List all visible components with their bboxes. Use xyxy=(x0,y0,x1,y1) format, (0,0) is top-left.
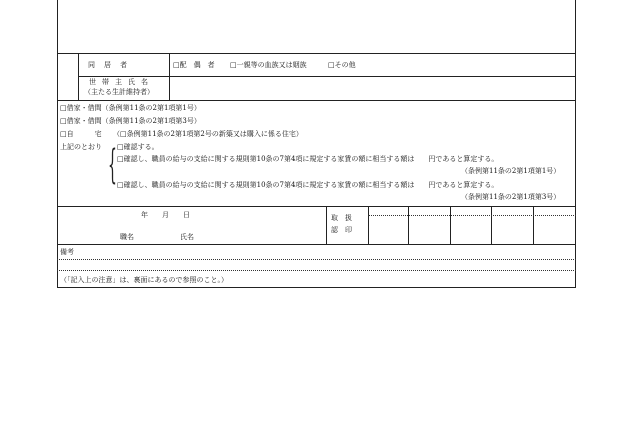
name-label: 氏名 xyxy=(180,233,194,241)
confirm-lead: 上記のとおり xyxy=(60,143,102,151)
handler-label-top: 取 扱 xyxy=(331,214,352,222)
checkbox-rent-item3[interactable]: □借家・借間（条例第11条の2第1項第3号） xyxy=(60,117,201,125)
footnote: （「記入上の注意」は、裏面にあるので参照のこと。） xyxy=(60,276,228,284)
stamp-cell-divider xyxy=(491,206,492,244)
row-divider xyxy=(57,100,576,101)
checkbox-confirm-rent1[interactable]: □確認し、職員の給与の支給に関する規則第10条の7第4項に規定する家賃の額に相当する額は 円であると算定する。 xyxy=(117,155,499,163)
brace: { xyxy=(108,142,117,188)
checkbox-confirm-rent3[interactable]: □確認し、職員の給与の支給に関する規則第10条の7第4項に規定する家賃の額に相当する額は 円であると算定する。 xyxy=(117,181,499,189)
option-spouse[interactable]: □配 偶 者 xyxy=(173,61,215,69)
stamp-cell-divider xyxy=(450,206,451,244)
remarks-line xyxy=(57,270,576,271)
handler-label-bottom: 認 印 xyxy=(331,226,352,234)
checkbox-home-new[interactable]: （□条例第11条の2第1項第2号の新築又は購入に係る住宅） xyxy=(113,130,303,138)
remarks-label: 備考 xyxy=(60,248,74,256)
household-head-sublabel: （主たる生計維持者） xyxy=(84,88,154,96)
position-label: 職名 xyxy=(120,233,134,241)
stamp-cell-divider xyxy=(533,206,534,244)
stamp-dotted-line xyxy=(368,215,576,216)
remarks-line xyxy=(57,259,576,260)
ref-item1: （条例第11条の2第1項第1号） xyxy=(461,167,561,175)
row-divider xyxy=(57,206,576,207)
row-divider xyxy=(78,76,576,77)
stamp-cell-divider xyxy=(408,206,409,244)
row-divider xyxy=(57,244,576,245)
checkbox-rent-item1[interactable]: □借家・借間（条例第11条の2第1項第1号） xyxy=(60,104,201,112)
checkbox-home[interactable]: □自 宅 xyxy=(60,130,102,138)
ref-item3: （条例第11条の2第1項第3号） xyxy=(461,193,561,201)
option-other[interactable]: □その他 xyxy=(328,61,356,69)
column-divider xyxy=(326,206,327,244)
form-bottom-border xyxy=(57,287,576,288)
date-field[interactable]: 年 月 日 xyxy=(141,211,190,219)
household-head-label: 世帯主氏名 xyxy=(89,78,154,86)
cohabitant-label: 同居者 xyxy=(88,61,136,69)
checkbox-confirm[interactable]: □確認する。 xyxy=(117,143,159,151)
row-divider xyxy=(57,53,576,54)
option-relative[interactable]: □一親等の血族又は姻族 xyxy=(230,61,307,69)
column-divider xyxy=(368,206,369,244)
